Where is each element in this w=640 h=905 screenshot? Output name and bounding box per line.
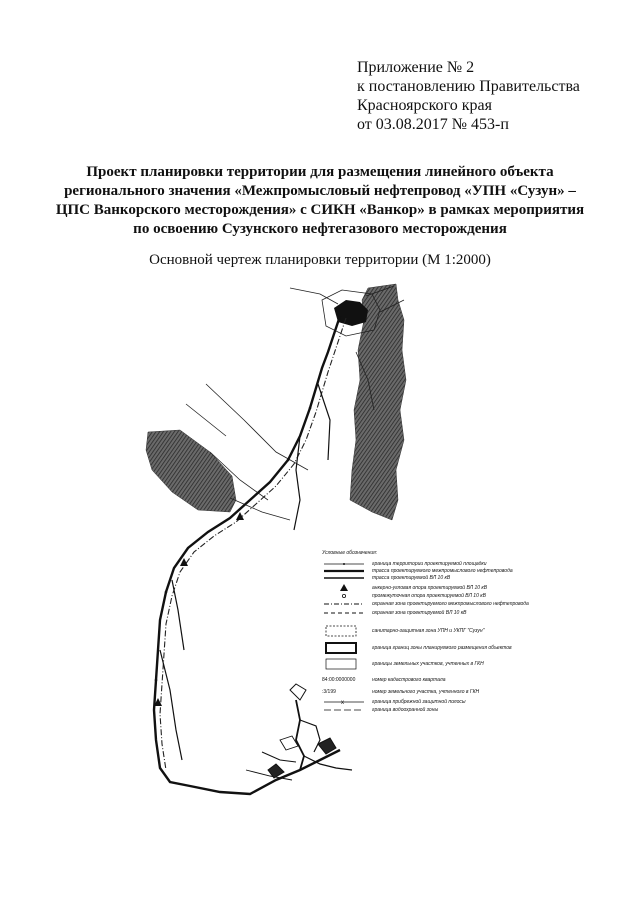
legend-label: трасса проектируемого межпромыслового нефтепровода — [372, 568, 513, 574]
appendix-header — [357, 58, 580, 134]
legend-symbol — [322, 607, 366, 619]
drawing-subtitle: Основной чертеж планировки территории (М 1:2000) — [149, 252, 491, 268]
legend-label: граница территории проектируемой площадки — [372, 561, 487, 567]
appendix-number: Приложение № 2 — [357, 59, 475, 76]
legend-item — [322, 704, 582, 716]
legend-symbol — [322, 658, 366, 670]
hatched-zone-left — [146, 430, 236, 512]
appendix-resolution: к постановлению Правительства — [357, 78, 580, 95]
legend-item — [322, 642, 582, 654]
legend-symbol: 84:00:0000000 — [322, 677, 356, 683]
legend-item — [322, 625, 582, 637]
legend-label: охранная зона проектируемого межпромыслового нефтепровода — [372, 601, 529, 607]
appendix-date: от 03.08.2017 № 453-п — [357, 116, 509, 133]
pipeline-route — [154, 316, 340, 794]
legend-symbol — [322, 642, 366, 654]
legend-item — [322, 674, 582, 686]
legend-label: трасса проектируемой ВЛ 10 кВ — [372, 575, 451, 581]
legend-symbol: :3/199 — [322, 689, 336, 695]
title-line-2: регионального значения «Межпромысловый нефтепровод «УПН «Сузун» – — [64, 183, 576, 199]
title-line-4: по освоению Сузунского нефтегазового месторождения — [133, 221, 507, 237]
legend-label: охранная зона проектируемой ВЛ 10 кВ — [372, 610, 467, 616]
legend-label: границы земельных участков, учтенных в ГКН — [372, 661, 484, 667]
legend-label: граница границ зоны планируемого размещения объектов — [372, 645, 512, 651]
legend-item — [322, 658, 582, 670]
legend-symbol — [322, 625, 366, 637]
legend-item — [322, 607, 582, 619]
document-title — [40, 163, 600, 239]
title-line-3: ЦПС Ванкорского месторождения» с СИКН «Ванкор» в рамках мероприятия — [55, 202, 585, 218]
legend-label: граница прибрежной защитной полосы — [372, 699, 466, 705]
appendix-region: Красноярского края — [357, 97, 492, 114]
legend-label: промежуточная опора проектируемой ВЛ 10 кВ — [372, 593, 486, 599]
legend-label: анкерно-угловая опора проектируемой ВЛ 10 кВ — [372, 585, 488, 591]
svg-text:x: x — [341, 700, 344, 706]
legend-label: номер кадастрового квартала — [372, 677, 446, 683]
legend-symbol — [322, 704, 366, 716]
legend-title: Условные обозначения: — [322, 550, 378, 556]
legend-label: граница водоохранной зоны — [372, 707, 439, 713]
legend-label: номер земельного участка, учтенного в ГКН — [372, 689, 480, 695]
title-line-1: Проект планировки территории для размещения линейного объекта — [86, 164, 554, 180]
legend-label: санитарно-защитная зона УПН и УКПГ "Сузун" — [372, 628, 485, 634]
